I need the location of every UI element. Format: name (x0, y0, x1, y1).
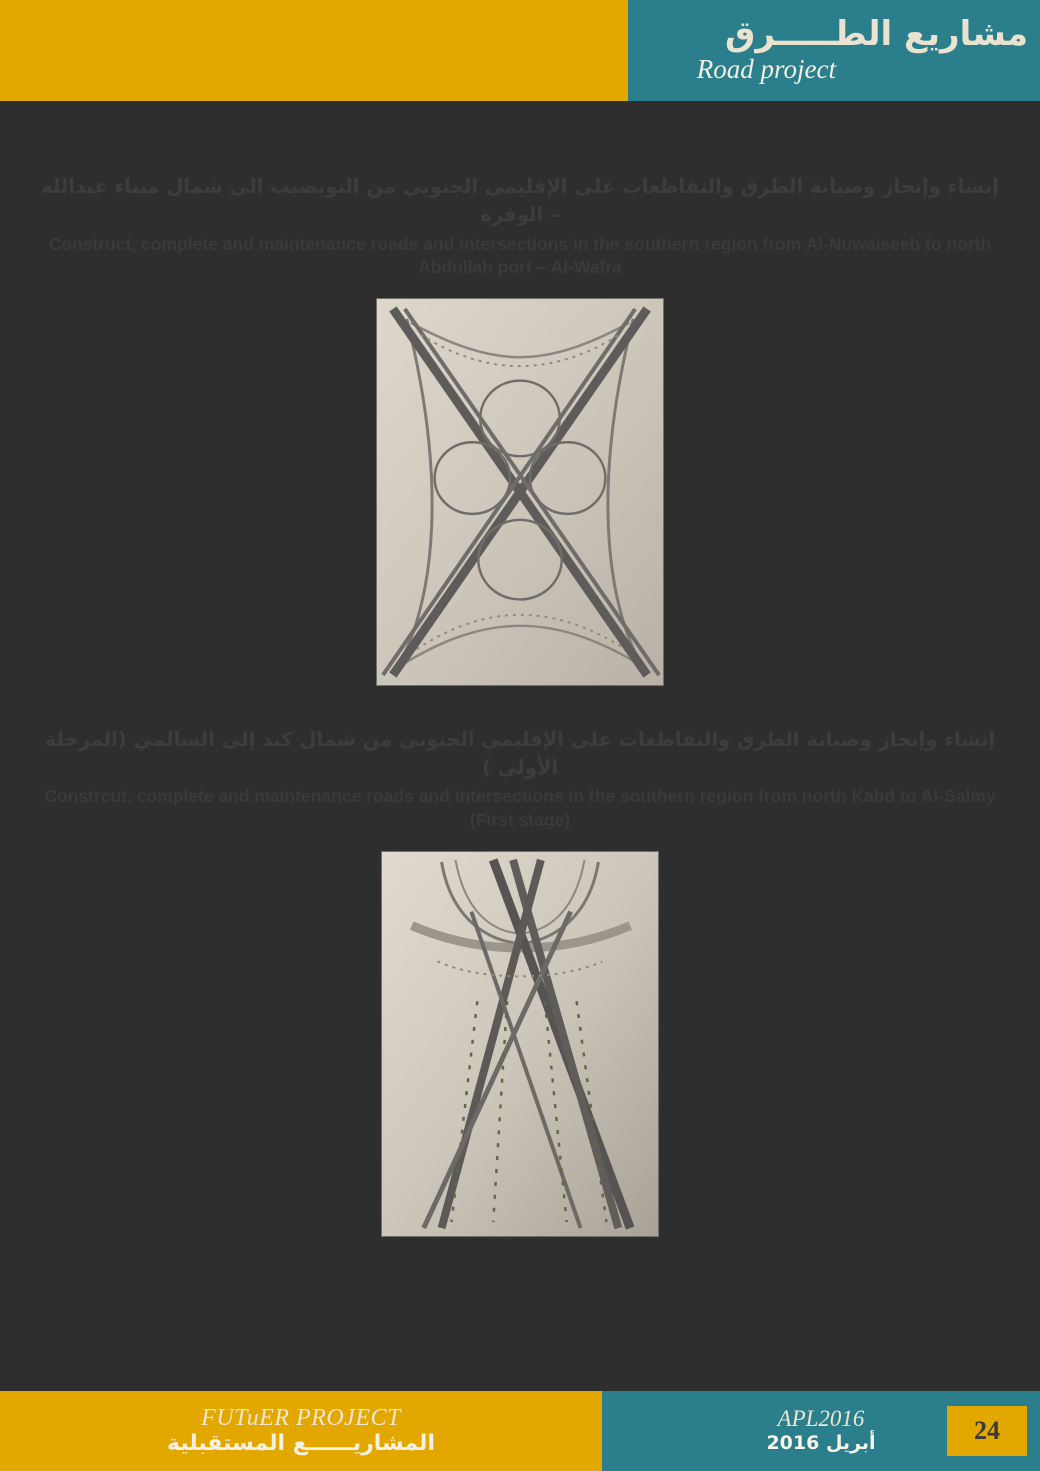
footer-gold-band (0, 1391, 602, 1471)
section-2-image (381, 851, 659, 1237)
page-content (0, 101, 1040, 1391)
section-block-1 (40, 101, 1000, 686)
footer-date-english: APL2016 (777, 1406, 865, 1431)
footer-date-arabic: أبريل 2016 (766, 1432, 876, 1455)
section-2-caption-english: Constrcut, complete and maintenance roads and intersections in the southern region from north Kabd to Al-Salmy (First stage) (44, 786, 996, 830)
page-header (0, 0, 1040, 101)
header-teal-band (628, 0, 1040, 101)
section-1-caption-english: Construct, complete and maintenance roads and intersections in the southern region from Al-Nuwaiseeb to north Abdullah port – Al-Wafra (48, 233, 992, 278)
section-1-caption-arabic: إنشاء وإنجاز وصيانة الطرق والتقاطعات على الإقليمي الجنوبي من النويصيب الى شمال ميناء عبدالله – الوفرة (41, 175, 999, 227)
page-number-badge (944, 1403, 1030, 1459)
interchange-diagram-2 (382, 852, 658, 1236)
footer-left-arabic: المشاريــــــع المستقبلية (167, 1431, 435, 1456)
header-title-english: Road project (696, 53, 836, 84)
page-footer (0, 1391, 1040, 1471)
section-1-image (376, 298, 664, 686)
section-block-2 (40, 686, 1000, 1237)
section-2-caption-arabic: إنشاء وإنجاز وصيانة الطرق والتقاطعات على الإقليمي الجنوبي من شمال كبد إلى السالمي (المرحلة الأولى ) (44, 727, 996, 780)
header-title-arabic: مشاريع الطـــــرق (724, 13, 1028, 54)
interchange-diagram-1 (377, 299, 663, 685)
footer-left-english: FUTuER PROJECT (201, 1404, 401, 1431)
header-gold-band (0, 0, 628, 101)
page-number: 24 (974, 1416, 1000, 1445)
